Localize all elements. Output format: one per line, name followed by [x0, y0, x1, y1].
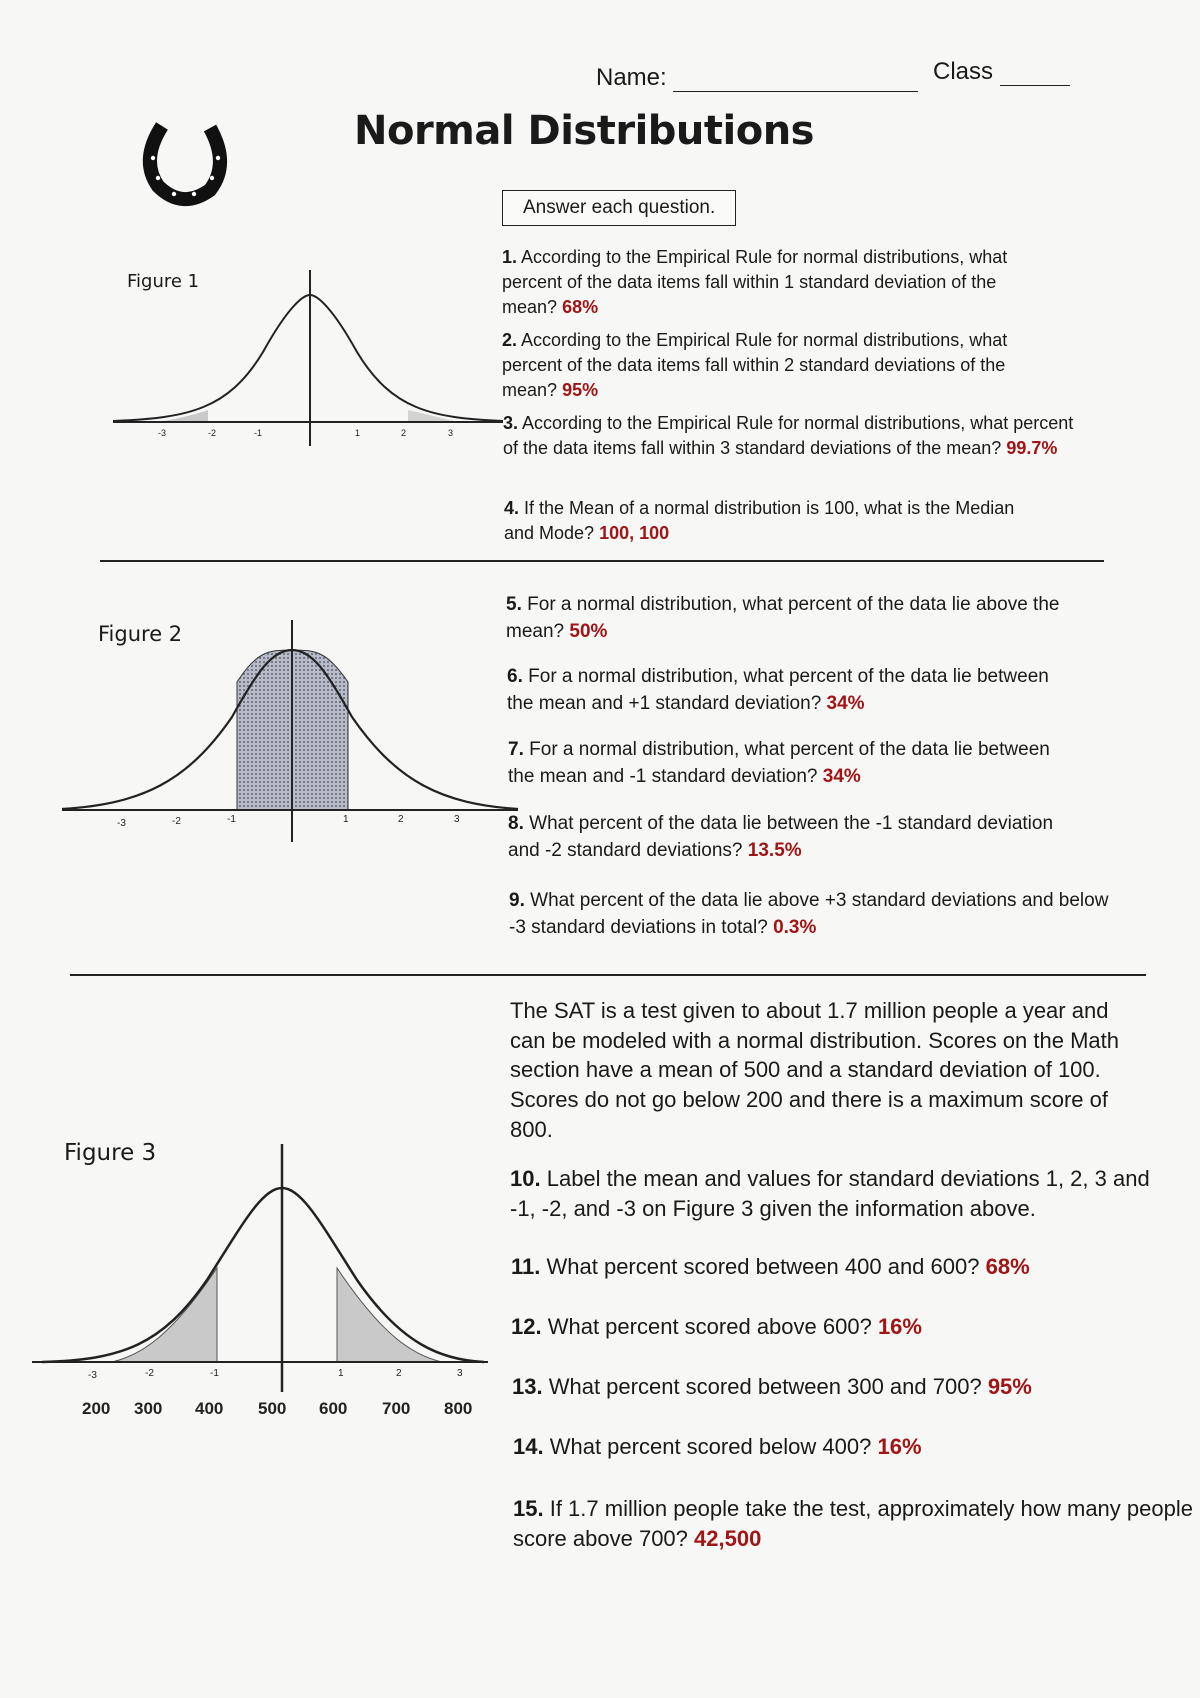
fig3-tick-3: 3	[457, 1368, 463, 1379]
class-blank[interactable]	[1000, 85, 1070, 86]
fig1-sd-ticks	[158, 428, 453, 438]
fig2-tick-2: 2	[398, 814, 404, 825]
question-number: 5.	[506, 594, 522, 615]
question-text: What percent of the data lie above +3 standard deviations and below -3 standard deviations in total?	[509, 890, 1109, 938]
answer: 34%	[822, 765, 861, 787]
figure-1-label: Figure 1	[127, 271, 200, 292]
answer: 0.3%	[773, 916, 817, 938]
divider-2	[70, 974, 1146, 976]
question-number: 6.	[507, 666, 523, 687]
figure-2-label: Figure 2	[98, 622, 183, 646]
answer: 68%	[562, 297, 599, 318]
answer: 16%	[877, 1434, 922, 1459]
question-text: What percent scored between 300 and 700?	[548, 1374, 982, 1399]
page-title: Normal Distributions	[354, 108, 814, 154]
fig3-score-700: 700	[382, 1399, 411, 1418]
answer: 100, 100	[599, 523, 670, 544]
question-text: According to the Empirical Rule for normal distributions, what percent of the data items fall within 2 standard deviations of the mean?	[502, 330, 1008, 401]
question-8	[508, 811, 1068, 864]
answer: 16%	[877, 1314, 922, 1339]
question-text: For a normal distribution, what percent of the data lie between the mean and -1 standard deviation?	[508, 739, 1050, 787]
question-text: Label the mean and values for standard deviations 1, 2, 3 and -1, -2, and -3 on Figure 3 given the information above.	[510, 1166, 1150, 1221]
figure-3-label: Figure 3	[64, 1140, 157, 1166]
question-number: 8.	[508, 813, 524, 834]
fig3-score-labels	[82, 1399, 472, 1418]
instruction-box: Answer each question.	[502, 190, 736, 226]
horseshoe-icon	[136, 120, 236, 210]
question-number: 12.	[511, 1314, 542, 1339]
fig3-score-500: 500	[258, 1399, 287, 1418]
question-9	[509, 888, 1119, 941]
fig3-tick-2: 2	[396, 1368, 402, 1379]
question-1	[502, 245, 1050, 321]
question-number: 1.	[502, 247, 518, 267]
question-6	[507, 664, 1067, 717]
question-number: 13.	[512, 1374, 543, 1399]
question-3	[503, 411, 1075, 461]
figure-1-graph	[108, 262, 508, 462]
class-label: Class	[933, 58, 994, 85]
question-text: If 1.7 million people take the test, approximately how many people score above 700?	[513, 1496, 1193, 1551]
answer: 42,500	[694, 1525, 762, 1551]
question-number: 2.	[502, 330, 518, 350]
question-text: According to the Empirical Rule for normal distributions, what percent of the data items fall within 3 standard deviations of the mean?	[503, 413, 1074, 459]
fig3-score-800: 800	[444, 1399, 473, 1418]
answer: 95%	[562, 380, 599, 401]
fig2-tick-neg2: -2	[172, 816, 181, 827]
divider-1	[100, 560, 1104, 562]
question-number: 11.	[511, 1254, 541, 1279]
question-text: What percent scored below 400?	[549, 1434, 872, 1459]
fig3-tick-neg3: -3	[88, 1370, 97, 1381]
fig3-score-600: 600	[319, 1399, 348, 1418]
question-number: 7.	[508, 739, 524, 760]
fig1-tick-3: 3	[448, 428, 454, 438]
question-11	[511, 1252, 1151, 1282]
question-number: 9.	[509, 890, 525, 911]
fig3-tick-neg2: -2	[145, 1368, 154, 1379]
fig3-tick-neg1: -1	[210, 1368, 219, 1379]
fig1-tick-neg2: -2	[208, 428, 217, 438]
class-field[interactable]	[933, 58, 1070, 86]
question-4	[504, 496, 1034, 546]
question-text: If the Mean of a normal distribution is 100, what is the Median and Mode?	[504, 498, 1015, 544]
answer: 50%	[569, 620, 608, 642]
answer: 95%	[987, 1374, 1032, 1399]
question-2	[502, 328, 1062, 404]
fig2-tick-neg1: -1	[227, 814, 236, 825]
question-7	[508, 737, 1068, 790]
answer: 13.5%	[747, 839, 802, 861]
question-14	[513, 1432, 1153, 1462]
fig3-score-200: 200	[82, 1399, 111, 1418]
question-number: 15.	[513, 1496, 544, 1521]
question-text: What percent scored between 400 and 600?	[546, 1254, 980, 1279]
fig1-tick-neg1: -1	[254, 428, 263, 438]
question-12	[511, 1312, 1151, 1342]
question-text: What percent scored above 600?	[547, 1314, 872, 1339]
answer: 34%	[826, 692, 865, 714]
answer: 68%	[985, 1254, 1030, 1279]
question-number: 10.	[510, 1166, 541, 1191]
fig1-tick-neg3: -3	[158, 428, 167, 438]
question-number: 14.	[513, 1434, 544, 1459]
question-text: For a normal distribution, what percent of the data lie above the mean?	[506, 594, 1060, 642]
fig3-bell-curve	[42, 1188, 484, 1362]
figure-3-graph	[32, 1140, 488, 1420]
question-number: 3.	[503, 413, 519, 433]
fig2-tick-neg3: -3	[117, 818, 126, 829]
fig3-sd-ticks	[88, 1368, 463, 1381]
fig1-bell-curve	[113, 295, 503, 421]
fig1-tick-2: 2	[401, 428, 407, 438]
figure-2-graph	[62, 612, 520, 862]
fig3-tick-1: 1	[338, 1368, 344, 1379]
fig2-tick-3: 3	[454, 814, 460, 825]
fig2-tick-1: 1	[343, 814, 349, 825]
fig3-score-400: 400	[195, 1399, 224, 1418]
question-10	[510, 1164, 1150, 1223]
name-blank[interactable]	[673, 91, 918, 92]
name-label: Name:	[596, 64, 667, 91]
sat-paragraph: The SAT is a test given to about 1.7 million people a year and can be modeled with a normal distribution. Scores on the Math section have a mean of 500 and a standard deviation of 100. Scores do not go below 200 and there is a maximum score of 800.	[510, 998, 1119, 1142]
question-15	[513, 1494, 1193, 1553]
fig3-score-300: 300	[134, 1399, 163, 1418]
question-text: According to the Empirical Rule for normal distributions, what percent of the data items fall within 1 standard deviation of the mean?	[502, 247, 1008, 318]
question-13	[512, 1372, 1152, 1402]
question-5	[506, 592, 1096, 645]
question-text: What percent of the data lie between the -1 standard deviation and -2 standard deviations?	[508, 813, 1054, 861]
fig1-tick-1: 1	[355, 428, 361, 438]
answer: 99.7%	[1006, 438, 1058, 459]
question-number: 4.	[504, 498, 520, 518]
fig2-sd-ticks	[117, 814, 460, 829]
question-text: For a normal distribution, what percent of the data lie between the mean and +1 standard deviation?	[507, 666, 1049, 714]
name-field[interactable]	[596, 64, 918, 92]
